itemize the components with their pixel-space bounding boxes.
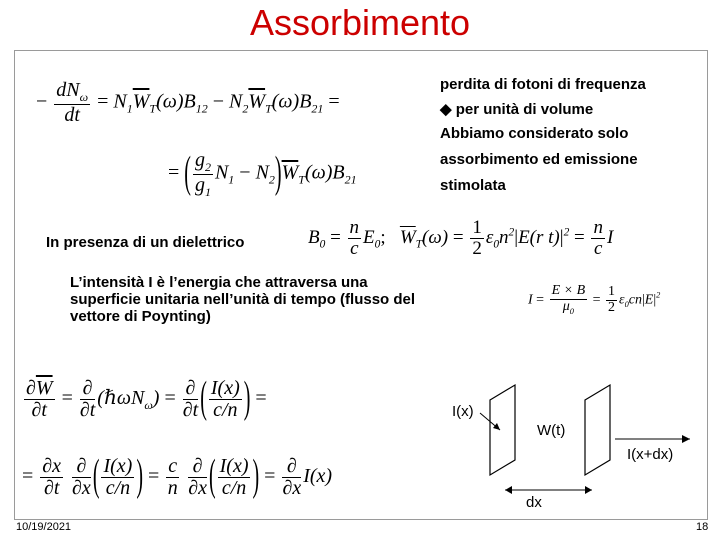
intensity-text-line-1: L’intensità I è l’energia che attraversa una [70, 274, 368, 291]
intensity-text-line-3: vettore di Poynting) [70, 308, 211, 325]
slab-left-plane [490, 385, 515, 475]
note-line-4: assorbimento ed emissione [440, 151, 638, 168]
footer-date: 10/19/2021 [16, 521, 72, 533]
diagram-label-wt: W(t) [537, 422, 566, 439]
diagram-label-ixdx: I(x+dx) [627, 446, 674, 463]
note-line-3: Abbiamo considerato solo [440, 125, 629, 142]
note-line-2: ◆ per unità di volume [440, 101, 594, 118]
footer-page-number: 18 [696, 521, 709, 533]
diagram-label-dx: dx [526, 494, 542, 511]
rate-equation-line2: = ( $\frac{g_2}{g_1}$ $N_1 - N_2)\overline{W}_T(\omega)B_{21}$ [168, 148, 357, 199]
intensity-text-line-2: superficie unitaria nell’unità di tempo (flusso del [70, 291, 416, 308]
continuity-equation-line1: $\frac{\partial\overline{W}}{\partial t}$ = $\frac{\partial}{\partial t}$ (ℏωN$_\omega$) = $\frac{\partial}{\partial t}$ ( $\frac{I(x)}{c/n}$ ) = [26, 374, 267, 423]
note-line-5: stimolata [440, 177, 506, 194]
slab-right-plane [585, 385, 610, 475]
continuity-equation-line2: = $\frac{\partial x}{\partial t}$ $\frac{\partial}{\partial x}$ ( $\frac{I(x)}{c/n}$ ) = $\frac{c}{n}$ $\frac{\partial}{\partial x}$ ( $\frac{I(x)}{c/n}$ ) = $\frac{\partial}{\partial x}$ I(x) [22, 452, 333, 501]
dielectric-label: In presenza di un dielettrico [46, 234, 245, 251]
diagram-label-ix: I(x) [452, 403, 474, 420]
rate-equation-line1: − $\frac{dN_\omega}{dt}$ = $N_1\overline{W}_T(\omega)B_{12} - N_2\overline{W}_T(\omega)B_{21}$ = [36, 79, 340, 126]
slide-title: Assorbimento [249, 2, 471, 43]
dielectric-equation: $B_0$ = $\frac{n}{c}$ $E_0$; $\overline{W}_T(\omega)$ = $\frac{1}{2}$ $\varepsilon_0n^2|E(r$ $t)|^2$ = $\frac{n}{c}$ I [308, 217, 614, 259]
poynting-equation: I = $\frac{E \times B}{\mu_0}$ = $\frac{1}{2}$ $\varepsilon_0cn|E|^2$ [528, 283, 661, 316]
note-line-1: perdita di fotoni di frequenza [440, 76, 646, 93]
